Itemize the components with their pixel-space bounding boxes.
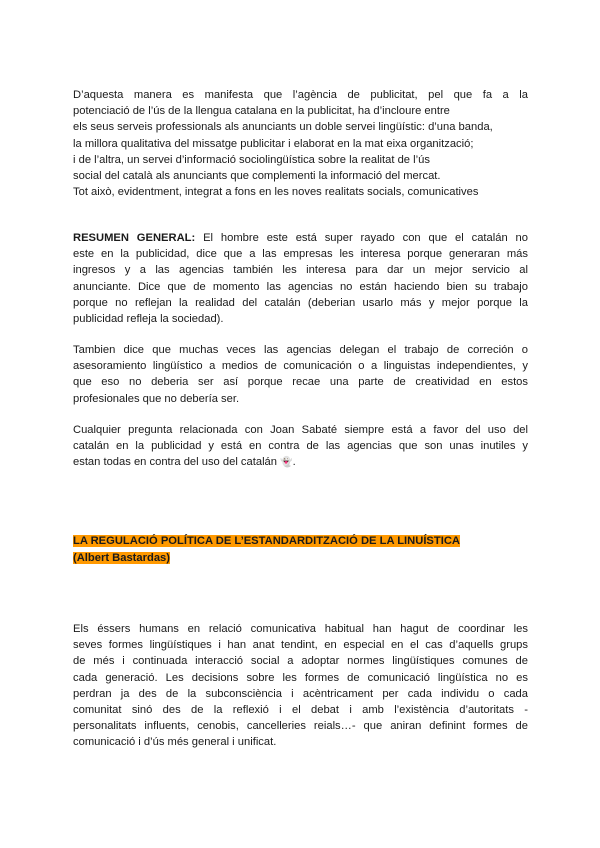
heading-title-line (73, 533, 528, 550)
paragraph-essers-humans (73, 621, 528, 751)
text-line: social del català als anunciants que complementi la informació del mercat. (73, 169, 441, 182)
heading-title: LA REGULACIÓ POLÍTICA DE L’ESTANDARDITZACIÓ DE LA LINUÍSTICA (73, 535, 460, 547)
text-line: comunitat sinó des de la reflexió i el debat i amb l’existència d’autoritats - (73, 703, 528, 716)
ghost-icon: 👻 (280, 457, 293, 469)
heading-author-line (73, 550, 528, 567)
text-line: cada generació. Les decisions sobre les formes de comunicació lingüística no es (73, 671, 528, 684)
text-line: ingresos y a las agencias también les interesa para dar un mejor servicio al (73, 264, 528, 277)
text-line: que eso no deberia ser así porque recae una parte de creatividad en estos (73, 376, 528, 389)
section-heading (73, 533, 528, 567)
text-line: de més i continuada interacció social a adoptar normes lingüístiques comunes de (73, 655, 528, 668)
text-line: els seus serveis professionals als anunciants un doble servei lingüístic: d’una banda, (73, 121, 493, 134)
text-line: profesionales que no debería ser. (73, 392, 240, 405)
text-line (73, 230, 528, 246)
text-line: potenciació de l’ús de la llengua catalana en la publicitat, ha d’incloure entre (73, 105, 450, 118)
text-line: Cualquier pregunta relacionada con Joan Sabaté siempre está a favor del uso del (73, 424, 528, 436)
resumen-label: RESUMEN GENERAL: (73, 232, 196, 244)
text-line: Tambien dice que muchas veces las agencias delegan el trabajo de correción o (73, 344, 528, 356)
text-line: Tot això, evidentment, integrat a fons en les noves realitats socials, comunicatives (73, 186, 479, 199)
paragraph-catalan-agency (73, 87, 528, 200)
paragraph-cualquier (73, 422, 528, 471)
cualquier-last-text: estan todas en contra del uso del catalán (73, 456, 281, 469)
cualquier-end: . (292, 456, 296, 469)
heading-author: (Albert Bastardas) (73, 551, 170, 564)
paragraph-resumen-general (73, 230, 528, 327)
text-line: anunciante. Dice que de momento las agencias no están haciendo bien su trabajo (73, 280, 528, 293)
text-line: asesoramiento lingüístico a medios de comunicación o a linguistas independientes, y (73, 360, 528, 373)
text-line: porque no reflejan la realidad del catalán (deberian usarlo más y mejor porque la (73, 296, 528, 309)
text-line: este en la publicidad, dice que a las empresas les interesa porque generaran más (73, 248, 528, 261)
text-line: catalán en la publicidad y está en contra de las agencias que son unas inutiles y (73, 440, 528, 453)
text-line: seves formes lingüístiques i han anat tendint, en especial en el cas d’aquells grups (73, 639, 528, 652)
text-line: Els éssers humans en relació comunicativa habitual han hagut de coordinar les (73, 623, 528, 635)
text-line: publicidad refleja la sociedad). (73, 312, 224, 325)
text-line: personalitats influents, cenobis, cancelleries reials…- que aniran definint formes de (73, 720, 528, 733)
text-line: comunicació i d’ús més general i unificat. (73, 736, 277, 749)
text-line: D’aquesta manera es manifesta que l’agència de publicitat, pel que fa a la (73, 89, 528, 101)
resumen-first-text: El hombre este está super rayado con que el catalán no (195, 232, 528, 244)
paragraph-tambien (73, 342, 528, 407)
text-line: perdran ja des de la subconsciència i acèntricament per cada individu o cada (73, 687, 528, 700)
text-line (73, 454, 528, 470)
text-line: i de l’altra, un servei d’informació sociolingüística sobre la realitat de l’ús (73, 153, 430, 166)
text-line: la millora qualitativa del missatge publicitar i elaborat en la mat eixa organització; (73, 137, 474, 150)
